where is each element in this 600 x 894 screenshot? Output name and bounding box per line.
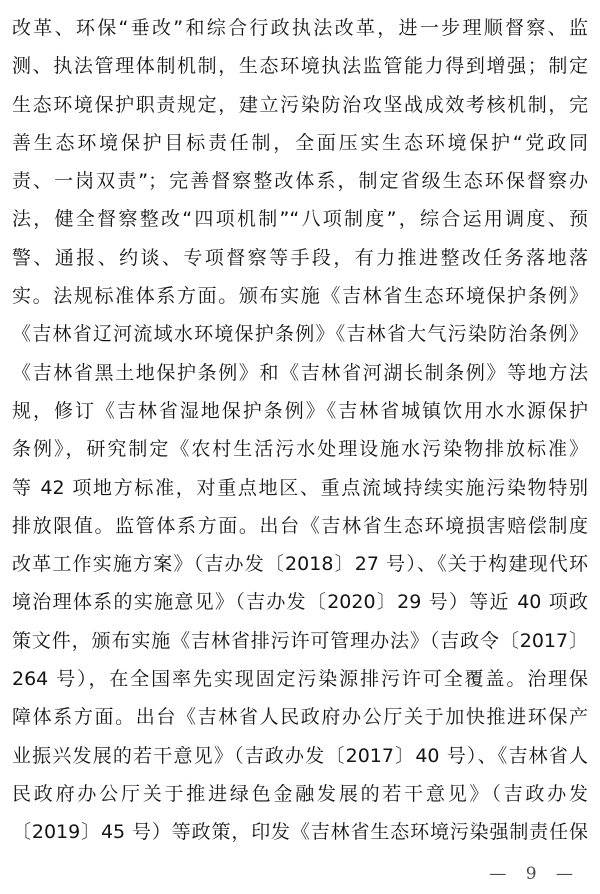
text-line: 264 号），在全国率先实现固定污染源排污许可全覆盖。治理保: [12, 668, 588, 691]
text-line: 策文件，颁布实施《吉林省排污许可管理办法》（吉政令〔2017〕: [12, 629, 588, 652]
text-line: 改革、环保“垂改”和综合行政执法改革，进一步理顺督察、监: [12, 17, 588, 39]
text-line: 条例》，研究制定《农村生活污水处理设施水污染物排放标准》: [12, 438, 588, 461]
text-line: 障体系方面。出台《吉林省人民政府办公厅关于加快推进环保产: [12, 706, 588, 729]
text-line: 《吉林省黑土地保护条例》和《吉林省河湖长制条例》等地方法: [12, 361, 588, 384]
text-line: 〔2019〕45 号）等政策，印发《吉林省生态环境污染强制责任保: [12, 821, 588, 844]
page-number: — 9 —: [489, 864, 574, 884]
text-line: 实。法规标准体系方面。颁布实施《吉林省生态环境保护条例》: [12, 285, 588, 308]
text-line: 法，健全督察整改“四项机制”“八项制度”，综合运用调度、预: [12, 208, 588, 231]
text-line: 民政府办公厅关于推进绿色金融发展的若干意见》（吉政办发: [12, 782, 588, 805]
text-line: 测、执法管理体制机制，生态环境执法监管能力得到增强；制定: [12, 55, 588, 78]
text-line: 排放限值。监管体系方面。出台《吉林省生态环境损害赔偿制度: [12, 514, 588, 537]
text-line: 《吉林省辽河流域水环境保护条例》《吉林省大气污染防治条例》: [12, 323, 588, 346]
text-line: 责、一岗双责”；完善督察整改体系，制定省级生态环保督察办: [12, 170, 588, 193]
text-line: 生态环境保护职责规定，建立污染防治攻坚战成效考核机制，完: [12, 93, 588, 116]
text-line: 境治理体系的实施意见》（吉办发〔2020〕29 号）等近 40 项政: [12, 591, 588, 614]
text-line: 改革工作实施方案》（吉办发〔2018〕27 号）、《关于构建现代环: [12, 553, 588, 576]
text-line: 等 42 项地方标准，对重点地区、重点流域持续实施污染物特别: [12, 476, 588, 499]
text-line: 业振兴发展的若干意见》（吉政办发〔2017〕40 号）、《吉林省人: [12, 744, 588, 767]
text-line: 规，修订《吉林省湿地保护条例》《吉林省城镇饮用水水源保护: [12, 399, 588, 422]
body-text-block: [12, 9, 588, 852]
text-line: 善生态环境保护目标责任制，全面压实生态环境保护“党政同: [12, 131, 588, 154]
text-line: 警、通报、约谈、专项督察等手段，有力推进整改任务落地落: [12, 246, 588, 269]
